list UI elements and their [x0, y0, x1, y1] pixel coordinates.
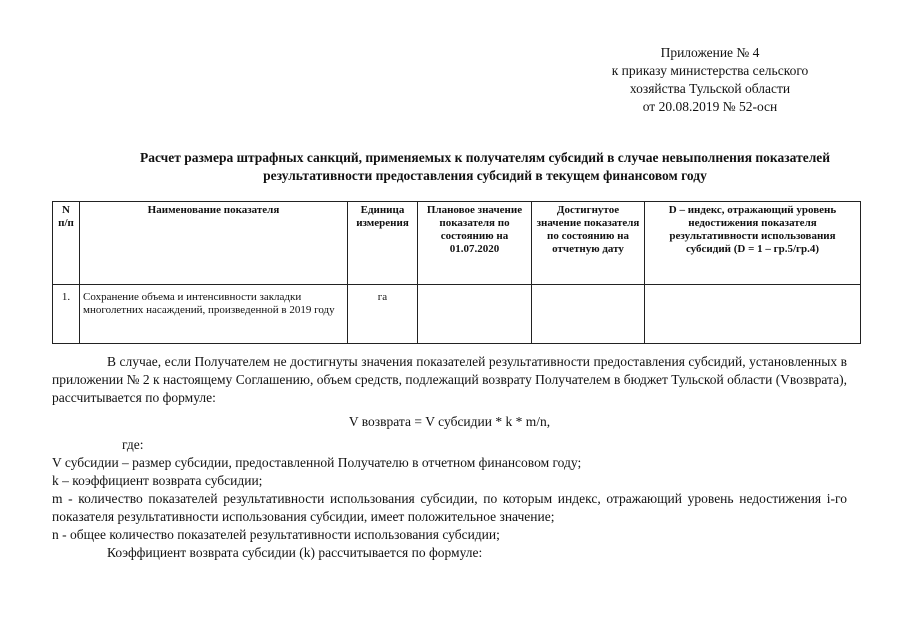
cell-planned-value — [418, 285, 532, 344]
column-header-index-d: D – индекс, отражающий уровень недостижения показателя результативности использования субсидий (D = 1 – гр.5/гр.4) — [645, 202, 861, 285]
appendix-ministry: хозяйства Тульской области — [629, 81, 791, 96]
refund-paragraph: В случае, если Получателем не достигнуты значения показателей результативности предоставления субсидий, установленных в приложении № 2 к настоящему Соглашению, объем средств, подлежащий возврату Получателем в бюджет Тульской области (Vвозврата), рассчитывается по формуле: — [52, 354, 847, 405]
column-header-number: N п/п — [53, 202, 80, 285]
table-row — [53, 285, 861, 344]
definition-m: m - количество показателей результативности использования субсидии, по которым индекс, отражающий уровень недостижения i-го показателя результативности использования субсидии, имеет положительное значение; — [52, 491, 847, 524]
appendix-header — [560, 44, 860, 116]
appendix-number: Приложение № 4 — [660, 45, 760, 60]
column-header-indicator-name: Наименование показателя — [80, 202, 348, 285]
coefficient-paragraph: Коэффициент возврата субсидии (k) рассчитывается по формуле: — [107, 545, 483, 560]
column-header-unit: Единица измерения — [348, 202, 418, 285]
appendix-order-ref: к приказу министерства сельского — [611, 63, 809, 78]
cell-number: 1. — [53, 285, 80, 344]
cell-unit: га — [348, 285, 418, 344]
refund-formula: V возврата = V субсидии * k * m/n, — [348, 414, 551, 429]
body-text — [52, 353, 847, 562]
cell-achieved-value — [532, 285, 645, 344]
appendix-date: от 20.08.2019 № 52-осн — [642, 99, 778, 114]
column-header-planned-value: Плановое значение показателя по состоянию на 01.07.2020 — [418, 202, 532, 285]
table-header-row — [53, 202, 861, 285]
cell-indicator-name: Сохранение объема и интенсивности закладки многолетних насаждений, произведенной в 2019 году — [80, 285, 348, 344]
definition-k: k – коэффициент возврата субсидии; — [52, 473, 263, 488]
definition-n: n - общее количество показателей результативности использования субсидии; — [52, 527, 500, 542]
where-label: где: — [122, 437, 144, 452]
cell-index-d — [645, 285, 861, 344]
indicators-table — [52, 201, 861, 344]
column-header-achieved-value: Достигнутое значение показателя по состоянию на отчетную дату — [532, 202, 645, 285]
document-title: Расчет размера штрафных санкций, применяемых к получателям субсидий в случае невыполнения показателей результативности предоставления субсидий в текущем финансовом году — [139, 150, 831, 183]
definition-v-subsidy: V субсидии – размер субсидии, предоставленной Получателю в отчетном финансовом году; — [52, 455, 582, 470]
